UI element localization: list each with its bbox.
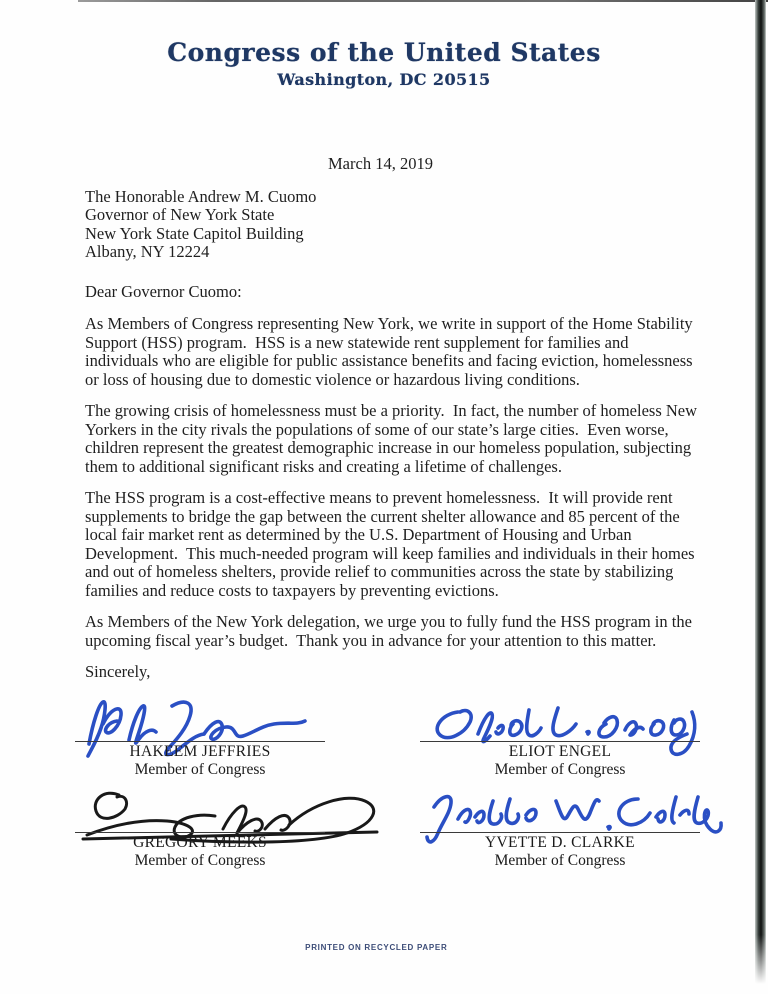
paragraph-1: As Members of Congress representing New York, we write in support of the Home Stability Support (HSS) program. HSS is a new statewide rent supplement for families and individuals who are eligible for public assistance benefits and facing eviction, homelessness or loss of housing due to domestic violence or hazardous living conditions.: [85, 314, 697, 389]
signer-name: GREGORY MEEKS: [133, 834, 267, 851]
closing: Sincerely,: [85, 662, 151, 681]
paragraph-3: The HSS program is a cost-effective means to prevent homelessness. It will provide rent supplements to bridge the gap between the current shelter allowance and 85 percent of the local fair market rent as determined by the U.S. Department of Housing and Urban Development. This much-needed program will keep families and individuals in their homes and out of homeless shelters, provide relief to communities across the state by stabilizing families and reduce costs to taxpayers by preventing evictions.: [85, 488, 699, 600]
recipient-line: The Honorable Andrew M. Cuomo: [85, 186, 317, 206]
letterhead-title: Congress of the United States: [167, 38, 601, 67]
recipient-line: New York State Capitol Building: [85, 223, 304, 243]
recipient-line: Albany, NY 12224: [85, 242, 210, 261]
signer-title: Member of Congress: [494, 852, 626, 869]
letter-body: [85, 154, 701, 682]
signer-title: Member of Congress: [494, 761, 626, 778]
signature-block-gregory-meeks: [75, 785, 325, 870]
signature-block-eliot-engel: [420, 694, 700, 779]
footer-recycled-notice: PRINTED ON RECYCLED PAPER: [305, 943, 448, 952]
paragraph-4: As Members of the New York delegation, we urge you to fully fund the HSS program in the upcoming fiscal year’s budget. Thank you in advance for your attention to this matter.: [85, 612, 697, 650]
signer-title: Member of Congress: [134, 761, 266, 778]
scan-artifact-top-line: [78, 0, 768, 2]
signature-area: [75, 694, 715, 870]
letterhead: [0, 38, 768, 89]
signer-name: YVETTE D. CLARKE: [485, 834, 635, 851]
signer-title: Member of Congress: [134, 852, 266, 869]
paragraph-2: The growing crisis of homelessness must be a priority. In fact, the number of homeless New Yorkers in the city rivals the populations of some of our state’s large cities. Even worse, children represent the greatest demographic increase in our homeless population, subjecting them to additional significant risks and creating a lifetime of challenges.: [85, 401, 701, 476]
signature-block-hakeem-jeffries: [75, 694, 325, 779]
signer-name: HAKEEM JEFFRIES: [129, 743, 271, 760]
letterhead-subtitle: Washington, DC 20515: [277, 70, 491, 89]
recipient-address-block: [85, 188, 698, 262]
letter-date: March 14, 2019: [328, 154, 433, 173]
signature-block-yvette-clarke: [420, 785, 700, 870]
signature-row-1: [75, 694, 715, 779]
signature-line: [75, 741, 325, 742]
salutation: Dear Governor Cuomo:: [85, 281, 242, 301]
recipient-line: Governor of New York State: [85, 205, 275, 224]
scan-artifact-right-band: [755, 0, 766, 984]
signature-line: [420, 741, 700, 742]
signature-line: [75, 832, 325, 833]
signer-name: ELIOT ENGEL: [508, 743, 612, 760]
signature-line: [420, 832, 700, 833]
signature-row-2: [75, 785, 715, 870]
